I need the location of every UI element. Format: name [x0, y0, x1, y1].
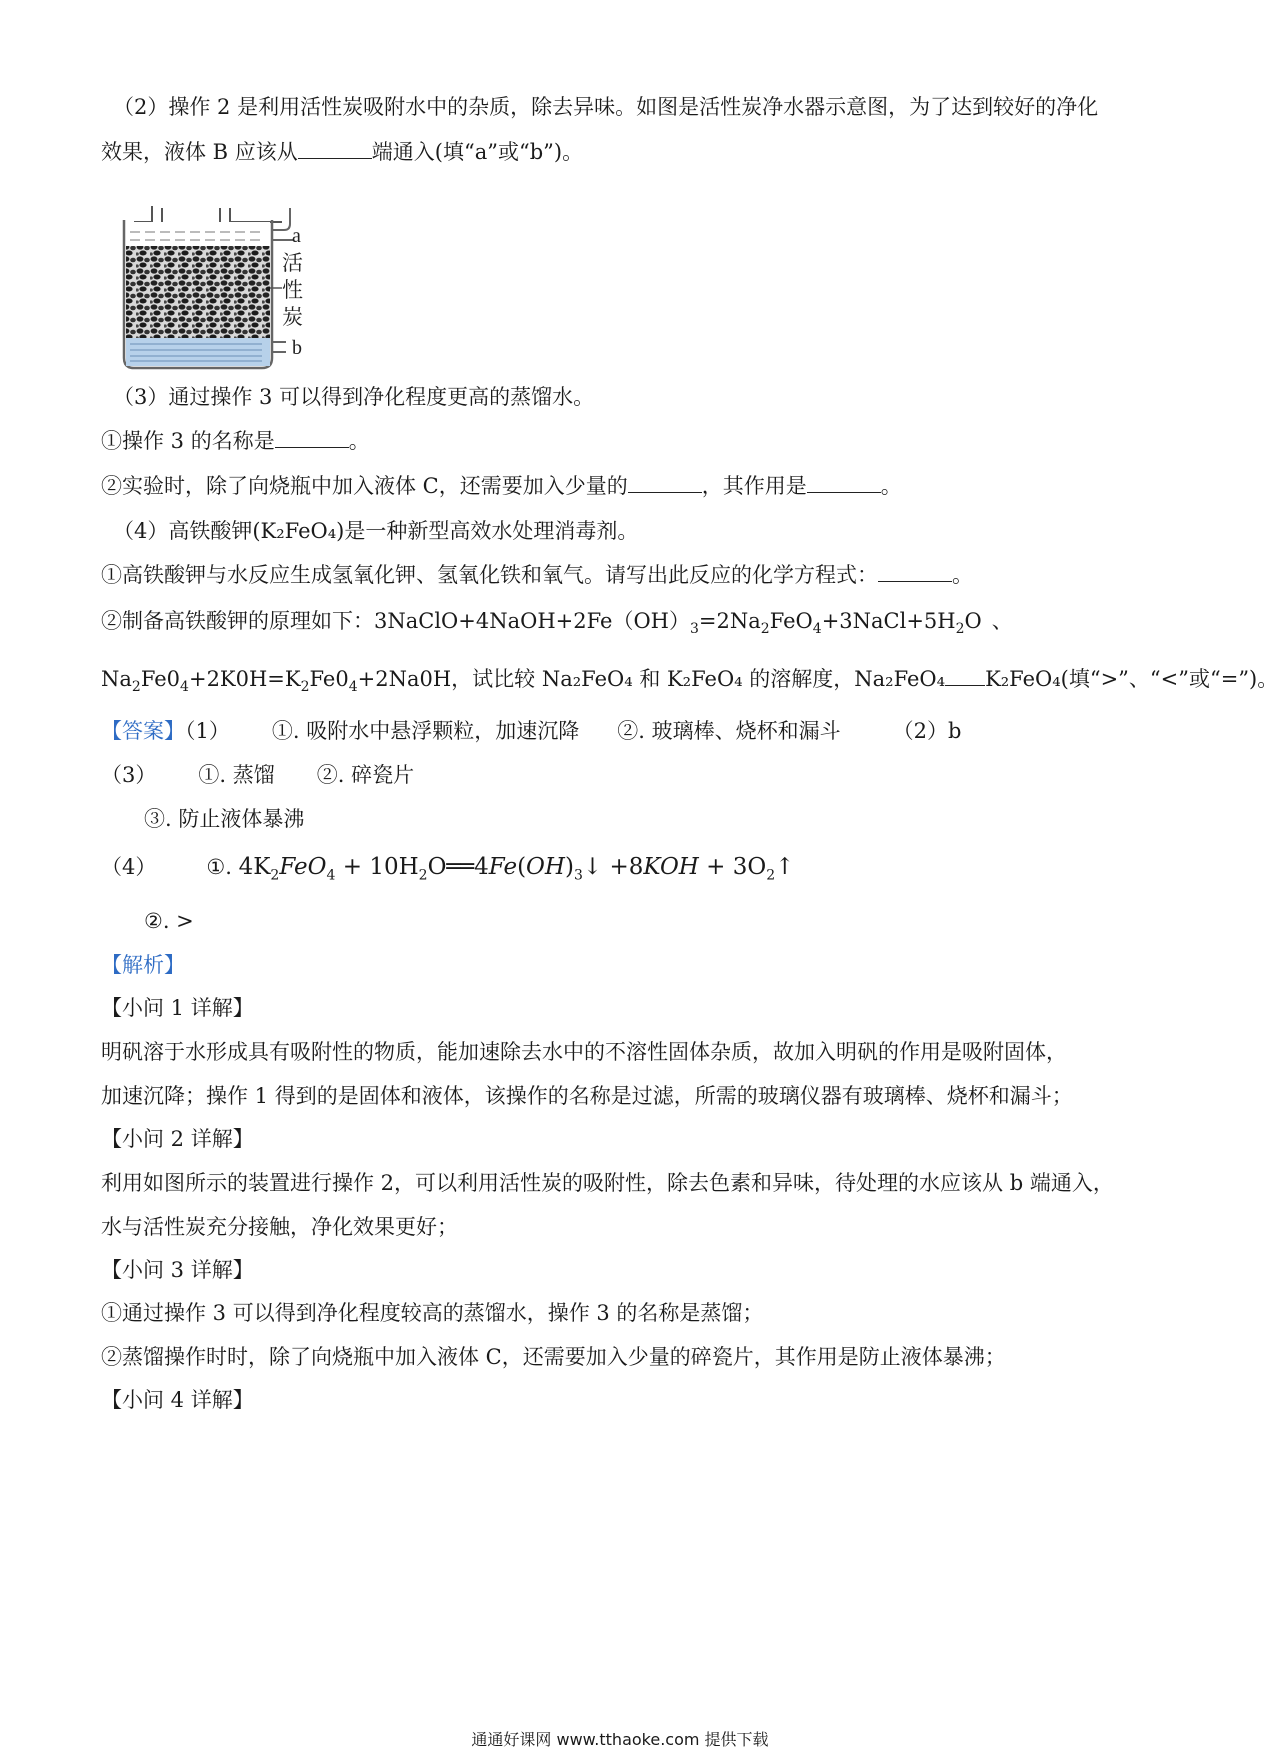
answer-blank[interactable]	[807, 474, 881, 493]
answer-3-1: ①. 蒸馏	[198, 763, 275, 787]
answer-4-label: （4）	[101, 855, 157, 879]
analysis-s1b: 加速沉降；操作 1 得到的是固体和液体，该操作的名称是过滤，所需的玻璃仪器有玻璃棒、烧杯和漏斗；	[101, 1084, 1073, 1108]
analysis-s3b: ②蒸馏操作时时，除了向烧瓶中加入液体 C，还需要加入少量的碎瓷片，其作用是防止液体暴沸；	[101, 1345, 1006, 1369]
q3-p2-end: 。	[880, 474, 902, 498]
answer-1-1: ①. 吸附水中悬浮颗粒，加速沉降	[271, 719, 580, 743]
reaction-2: $Na_2Fe0_4+2K0H=K_2Fe0_4+2Na0H$	[101, 667, 452, 696]
q4-p2b-text: ，试比较 Na₂FeO₄ 和 K₂FeO₄ 的溶解度，Na₂FeO₄	[451, 667, 946, 691]
answer-blank[interactable]	[298, 140, 372, 159]
q2-line2-text: 效果，液体 B 应该从	[101, 140, 298, 164]
label-carbon-3: 炭	[282, 305, 303, 329]
q4-p2-prefix: ②制备高铁酸钾的原理如下：	[101, 609, 374, 633]
analysis-h2: 【小问 2 详解】	[101, 1127, 254, 1151]
analysis-s1a: 明矾溶于水形成具有吸附性的物质，能加速除去水中的不溶性固体杂质，故加入明矾的作用是吸附固体，	[101, 1040, 1067, 1064]
answer-blank[interactable]	[945, 667, 985, 686]
analysis-s2b: 水与活性炭充分接触，净化效果更好；	[101, 1215, 458, 1239]
q4-intro: （4）高铁酸钾(K₂FeO₄)是一种新型高效水处理消毒剂。	[113, 519, 639, 543]
footer-source[interactable]: 通通好课网 www.tthaoke.com 提供下载	[471, 1730, 769, 1749]
answer-3-label: （3）	[101, 763, 157, 787]
label-carbon-2: 性	[282, 278, 303, 302]
reaction-1: $3NaClO+4NaOH+2Fe(OH)_3=2Na_2FeO_4+3NaCl+5H_2O$	[374, 609, 982, 638]
q3-intro: （3）通过操作 3 可以得到净化程度更高的蒸馏水。	[113, 385, 595, 409]
q4-p1-end: 。	[952, 563, 973, 587]
analysis-s3a: ①通过操作 3 可以得到净化程度较高的蒸馏水，操作 3 的名称是蒸馏；	[101, 1301, 764, 1325]
answer-blank[interactable]	[628, 474, 702, 493]
q4-p1	[101, 560, 973, 590]
answer-blank[interactable]	[878, 563, 952, 582]
carbon-filter-diagram	[122, 208, 352, 408]
answer-4-equation: $4K_2FeO_4$ + $10H_2O══4Fe(OH)_3↓ +8KOH$ + $3O_2↑$	[238, 854, 795, 884]
q3-p2	[101, 471, 902, 501]
answer-line4	[101, 852, 794, 891]
q3-p1-text: ①操作 3 的名称是	[101, 429, 275, 453]
q3-p1	[101, 426, 370, 456]
q4-p2b	[101, 664, 1278, 702]
q2-line2	[101, 137, 583, 167]
answer-2: （2）b	[892, 719, 962, 743]
answer-1-2: ②. 玻璃棒、烧杯和漏斗	[617, 719, 841, 743]
answer-line2	[101, 760, 414, 790]
answer-3-3: ③. 防止液体暴沸	[144, 807, 305, 831]
q2-line2-tail: 端通入(填“a”或“b”)。	[371, 140, 584, 164]
analysis-h4: 【小问 4 详解】	[101, 1388, 254, 1412]
q3-p2-text: ②实验时，除了向烧瓶中加入液体 C，还需要加入少量的	[101, 474, 628, 498]
q4-p2-suffix: 、	[991, 609, 1013, 633]
label-a: a	[292, 225, 301, 247]
answer-3-2: ②. 碎瓷片	[316, 763, 415, 787]
analysis-h3: 【小问 3 详解】	[101, 1258, 254, 1282]
answer-blank[interactable]	[275, 429, 349, 448]
label-carbon-1: 活	[282, 251, 303, 275]
answer-4-2: ②. >	[144, 909, 194, 933]
q4-p2	[101, 606, 1013, 644]
q3-p1-end: 。	[348, 429, 370, 453]
q4-p2b-end: K₂FeO₄(填“>”、“<”或“=”)。	[985, 667, 1278, 691]
analysis-tag: 【解析】	[101, 953, 185, 977]
answer-4-1-prefix: ①.	[206, 855, 232, 879]
q3-p2-mid: ，其作用是	[701, 474, 807, 498]
q4-p1-text: ①高铁酸钾与水反应生成氢氧化钾、氢氧化铁和氧气。请写出此反应的化学方程式：	[101, 563, 878, 587]
q2-line1: （2）操作 2 是利用活性炭吸附水中的杂质，除去异味。如图是活性炭净水器示意图，为了达到较好的净化	[113, 95, 1099, 119]
answer-1-label: （1）	[185, 719, 230, 743]
analysis-s2a: 利用如图所示的装置进行操作 2，可以利用活性炭的吸附性，除去色素和异味，待处理的水应该从 b 端通入，	[101, 1171, 1114, 1195]
label-b: b	[292, 337, 302, 359]
answer-line1	[101, 716, 961, 746]
answer-tag: 【答案】	[101, 719, 185, 743]
analysis-h1: 【小问 1 详解】	[101, 996, 254, 1020]
